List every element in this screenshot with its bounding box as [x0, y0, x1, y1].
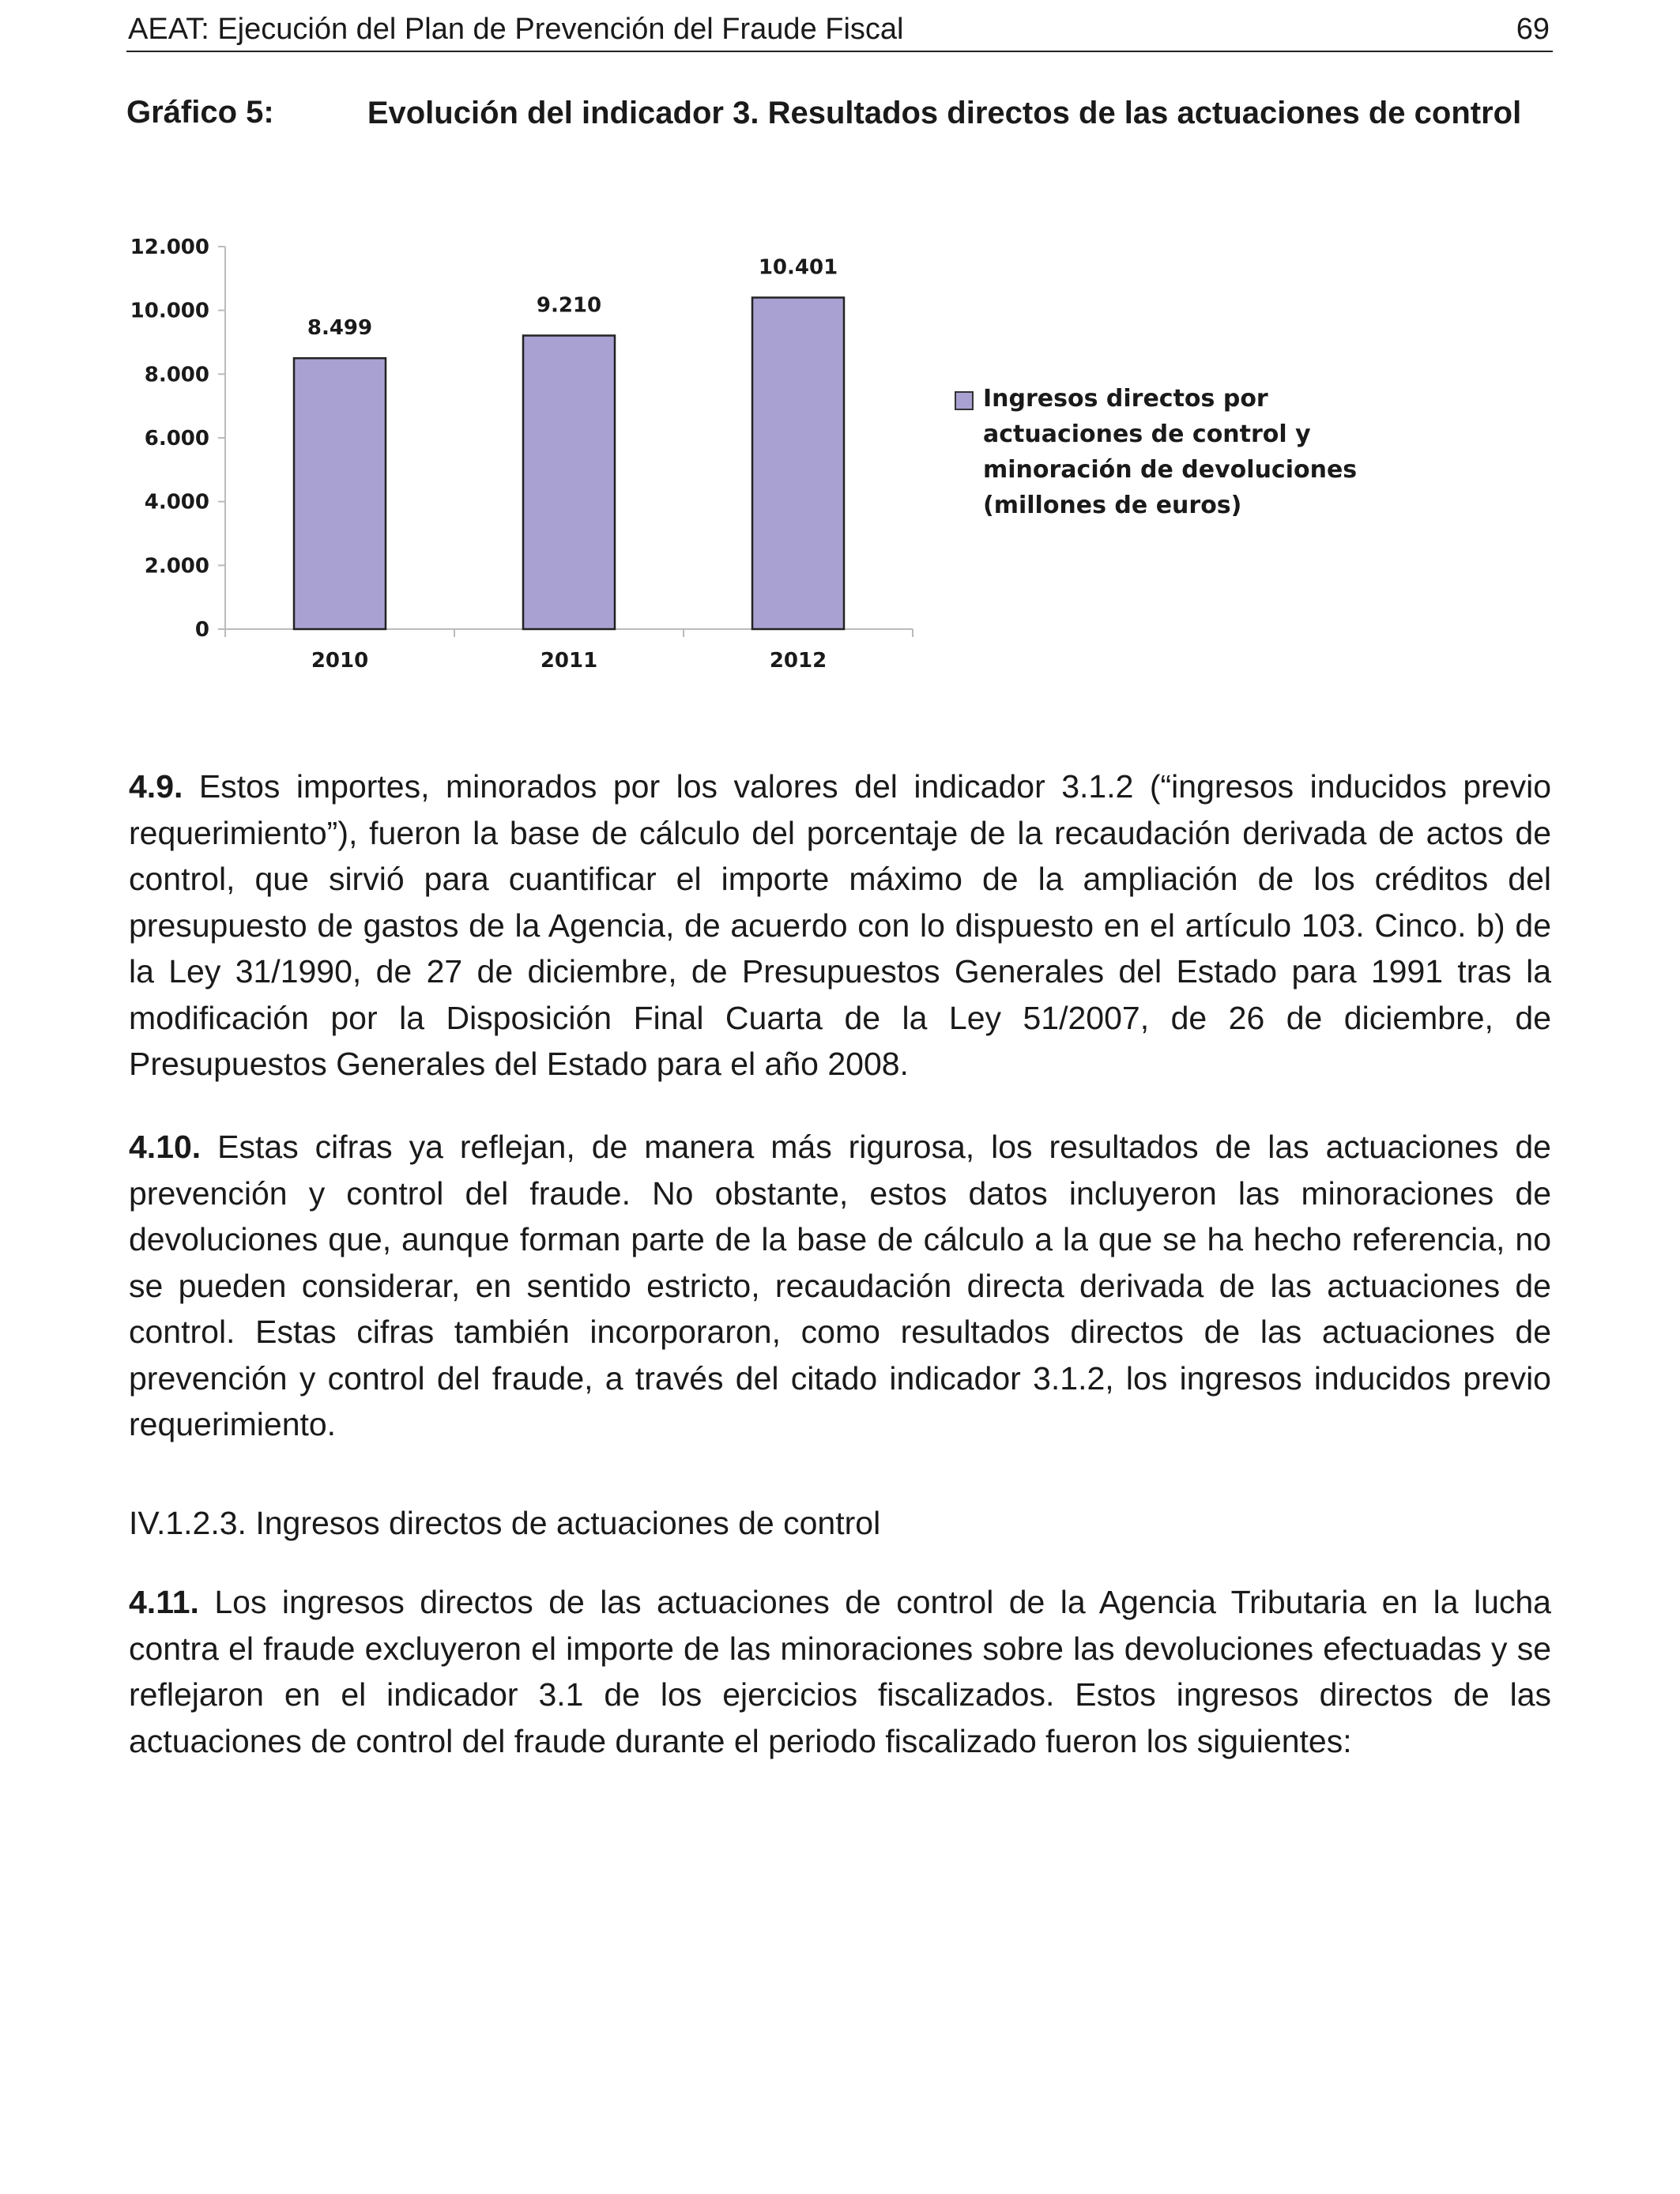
- legend-line: (millones de euros): [983, 492, 1242, 519]
- y-tick-label: 4.000: [144, 490, 209, 515]
- paragraph-text: Estos importes, minorados por los valores del indicador 3.1.2 (“ingresos inducidos previo requerimiento”), fueron la base de cálculo del porcentaje de la recaudación derivada de actos de control, que sirvió para cuantificar el importe máximo de la ampliación de los créditos del presupuesto de gastos de la Agencia, de acuerdo con lo dispuesto en el artículo 103. Cinco. b) de la Ley 31/1990, de 27 de diciembre, de Presupuestos Generales del Estado para 1991 tras la modificación por la Disposición Final Cuarta de la Ley 51/2007, de 26 de diciembre, de Presupuestos Generales del Estado para el año 2008.: [129, 768, 1551, 1082]
- y-tick-label: 6.000: [144, 427, 209, 450]
- paragraph-number: 4.10.: [129, 1129, 202, 1165]
- y-tick-label: 10.000: [130, 299, 209, 323]
- figure-title: Evolución del indicador 3. Resultados directos de las actuaciones de control: [367, 96, 1522, 130]
- y-tick-label: 0: [194, 618, 209, 642]
- legend-line: actuaciones de control y: [983, 420, 1311, 448]
- bar: [752, 297, 844, 629]
- data-label: 8.499: [307, 316, 373, 341]
- legend-line: minoración de devoluciones: [983, 456, 1358, 484]
- page-header: [126, 9, 1553, 52]
- x-tick-label: 2012: [769, 649, 827, 673]
- y-tick-label: 2.000: [144, 554, 209, 579]
- legend-line: Ingresos directos por: [983, 385, 1268, 413]
- x-tick-label: 2011: [540, 649, 598, 673]
- figure-label: Gráfico 5:: [126, 95, 274, 130]
- header-title: AEAT: Ejecución del Plan de Prevención del Fraude Fiscal: [128, 13, 904, 46]
- y-tick-label: 8.000: [144, 363, 209, 387]
- paragraph-text: Los ingresos directos de las actuaciones de control de la Agencia Tributaria en la lucha contra el fraude excluyeron el importe de las minoraciones sobre las devoluciones efectuadas y se reflejaron en el indicador 3.1 de los ejercicios fiscalizados. Estos ingresos directos de las actuaciones de control del fraude durante el periodo fiscalizado fueron los siguientes:: [129, 1584, 1551, 1759]
- paragraph-number: 4.9.: [129, 768, 183, 805]
- section-subheading: IV.1.2.3. Ingresos directos de actuaciones de control: [129, 1505, 881, 1541]
- data-label: 10.401: [758, 255, 838, 280]
- y-tick-label: 12.000: [130, 236, 209, 259]
- x-tick-label: 2010: [311, 649, 369, 673]
- page-number: 69: [1516, 13, 1550, 46]
- legend-swatch: [955, 391, 974, 410]
- paragraph-4-9: [129, 763, 1551, 1088]
- paragraph-number: 4.11.: [129, 1584, 199, 1620]
- paragraph-text: Estas cifras ya reflejan, de manera más rigurosa, los resultados de las actuaciones de prevención y control del fraude. No obstante, estos datos incluyeron las minoraciones de devoluciones que, aunque forman parte de la base de cálculo a la que se ha hecho referencia, no se pueden considerar, en sentido estricto, recaudación directa derivada de las actuaciones de control. Estas cifras también incorporaron, como resultados directos de las actuaciones de prevención y control del fraude, a través del citado indicador 3.1.2, los ingresos inducidos previo requerimiento.: [129, 1129, 1551, 1442]
- bar: [523, 336, 615, 629]
- bar-chart: [111, 221, 932, 696]
- paragraph-4-10: [129, 1124, 1551, 1448]
- data-label: 9.210: [536, 293, 602, 318]
- chart-legend: [955, 381, 1365, 523]
- paragraph-4-11: [129, 1579, 1551, 1764]
- bar: [294, 358, 386, 629]
